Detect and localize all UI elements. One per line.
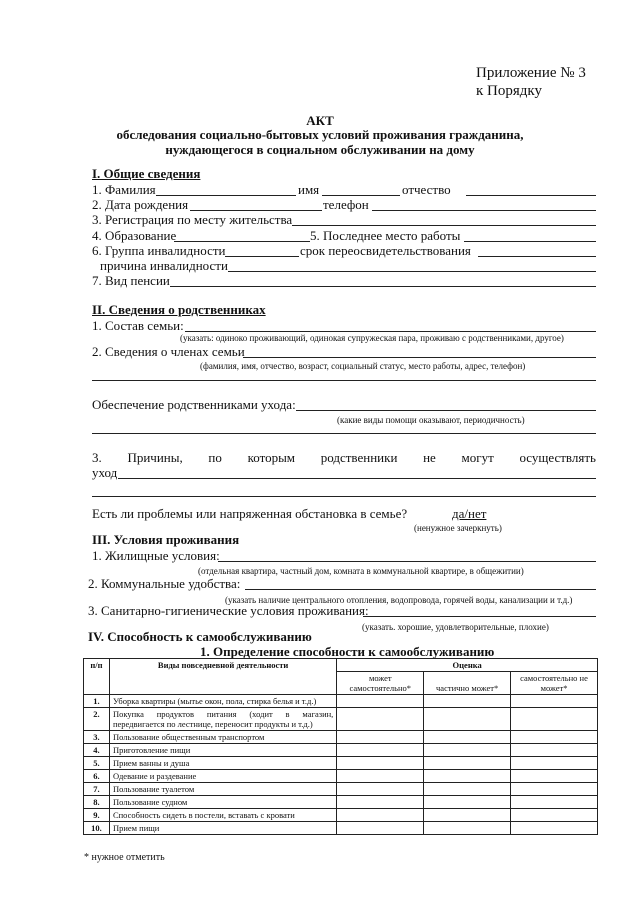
amenities-hint: (указать наличие центрального отопления, водопровода, горячей воды, канализации и т.д.) (225, 595, 573, 605)
self-care-table (83, 658, 598, 835)
disability-field[interactable] (225, 256, 299, 257)
cell-cannot[interactable] (511, 770, 598, 783)
housing-field[interactable] (218, 561, 596, 562)
yes-no-option[interactable]: да/нет (452, 506, 487, 521)
cell-can[interactable] (337, 744, 424, 757)
patronymic-label: отчество (402, 182, 451, 197)
order-label: к Порядку (476, 83, 542, 99)
recert-field[interactable] (478, 256, 596, 257)
row-num: 9. (84, 809, 110, 822)
cell-can[interactable] (337, 708, 424, 731)
surname-label: 1. Фамилия (92, 182, 156, 197)
row-num: 5. (84, 757, 110, 770)
cell-can[interactable] (337, 783, 424, 796)
sub-can-header: может самостоятельно* (337, 672, 424, 695)
table-row (84, 695, 598, 708)
disability-reason-label: причина инвалидности (100, 258, 228, 273)
table-row (84, 708, 598, 731)
col-rating-header: Оценка (337, 659, 598, 672)
members-field-2[interactable] (92, 380, 596, 381)
housing-label: 1. Жилищные условия: (92, 548, 220, 563)
reasons-word: не (423, 450, 436, 465)
row-activity: Пользование туалетом (109, 783, 336, 796)
last-job-label: 5. Последнее место работы (310, 228, 461, 243)
col-activity-header: Виды повседневной деятельности (109, 659, 336, 695)
patronymic-field[interactable] (466, 195, 596, 196)
care-field-2[interactable] (92, 433, 596, 434)
sanitary-label: 3. Санитарно-гигиенические условия проживания: (88, 603, 369, 618)
section-1-heading: I. Общие сведения (92, 166, 201, 181)
reasons-field[interactable] (118, 478, 596, 479)
recert-label: срок переосвидетельствования (300, 243, 471, 258)
reasons-end: уход (92, 465, 118, 480)
table-row (84, 809, 598, 822)
table-row (84, 757, 598, 770)
row-num: 10. (84, 822, 110, 835)
row-activity: Приготовление пищи (109, 744, 336, 757)
family-label: 1. Состав семьи: (92, 318, 184, 333)
phone-label: телефон (323, 197, 369, 212)
row-activity: Пользование общественным транспортом (109, 731, 336, 744)
row-num: 7. (84, 783, 110, 796)
appendix-label: Приложение № 3 (476, 65, 586, 81)
row-activity: Пользование судном (109, 796, 336, 809)
table-row (84, 822, 598, 835)
reasons-line (92, 450, 596, 465)
row-num: 4. (84, 744, 110, 757)
row-activity: Покупка продуктов питания (ходит в магазин, передвигается по лестнице, переносит продукты и т.д.) (109, 708, 336, 731)
family-hint: (указать: одиноко проживающий, одинокая супружеская пара, проживаю с родственниками, другое) (180, 333, 564, 343)
table-row (84, 783, 598, 796)
pension-label: 7. Вид пенсии (92, 273, 170, 288)
cell-can[interactable] (337, 770, 424, 783)
row-num: 1. (84, 695, 110, 708)
members-label: 2. Сведения о членах семьи (92, 344, 245, 359)
table-row (84, 731, 598, 744)
cell-can[interactable] (337, 796, 424, 809)
col-num-header: п/п (84, 659, 110, 695)
table-header-row (84, 659, 598, 672)
section-4-heading: IV. Способность к самообслуживанию (88, 629, 312, 644)
pension-field[interactable] (170, 286, 596, 287)
amenities-field[interactable] (245, 589, 596, 590)
cell-can[interactable] (337, 731, 424, 744)
row-activity: Прием пищи (109, 822, 336, 835)
cross-out-hint: (ненужное зачеркнуть) (414, 523, 502, 533)
cell-can[interactable] (337, 695, 424, 708)
surname-field[interactable] (156, 195, 296, 196)
row-activity: Уборка квартиры (мытье окон, пола, стирка белья и т.д.) (109, 695, 336, 708)
reasons-word: 3. (92, 450, 102, 465)
registration-label: 3. Регистрация по месту жительства (92, 212, 293, 227)
section-4-subheading: 1. Определение способности к самообслуживанию (200, 644, 495, 659)
phone-field[interactable] (372, 210, 596, 211)
cell-cannot[interactable] (511, 744, 598, 757)
care-field[interactable] (296, 410, 596, 411)
birthdate-field[interactable] (190, 210, 322, 211)
reasons-field-2[interactable] (92, 496, 596, 497)
act-subtitle-2: нуждающегося в социальном обслуживании на дому (165, 142, 475, 157)
amenities-label: 2. Коммунальные удобства: (88, 576, 241, 591)
section-3-heading: III. Условия проживания (92, 532, 240, 547)
reasons-word: Причины, (127, 450, 183, 465)
care-hint: (какие виды помощи оказывают, периодичность) (337, 415, 525, 425)
cell-cannot[interactable] (511, 708, 598, 731)
cell-partial[interactable] (424, 770, 511, 783)
cell-cannot[interactable] (511, 757, 598, 770)
row-activity: Прием ванны и душа (109, 757, 336, 770)
cell-cannot[interactable] (511, 809, 598, 822)
registration-field[interactable] (292, 225, 596, 226)
sanitary-field[interactable] (363, 616, 596, 617)
cell-cannot[interactable] (511, 783, 598, 796)
reasons-word: могут (461, 450, 494, 465)
cell-can[interactable] (337, 757, 424, 770)
row-num: 2. (84, 708, 110, 731)
row-activity: Способность сидеть в постели, вставать с кровати (109, 809, 336, 822)
housing-hint: (отдельная квартира, частный дом, комната в коммунальной квартире, в общежитии) (198, 566, 524, 576)
problems-question: Есть ли проблемы или напряженная обстановка в семье? (92, 506, 408, 521)
reasons-word: по (208, 450, 222, 465)
reasons-word: осуществлять (519, 450, 596, 465)
cell-partial[interactable] (424, 744, 511, 757)
cell-cannot[interactable] (511, 695, 598, 708)
cell-partial[interactable] (424, 822, 511, 835)
cell-partial[interactable] (424, 796, 511, 809)
last-job-field[interactable] (464, 241, 596, 242)
reasons-word: родственники (320, 450, 398, 465)
row-num: 3. (84, 731, 110, 744)
row-num: 6. (84, 770, 110, 783)
cell-cannot[interactable] (511, 731, 598, 744)
cell-cannot[interactable] (511, 822, 598, 835)
family-field[interactable] (185, 331, 596, 332)
sub-partial-header: частично может* (424, 672, 511, 695)
cell-can[interactable] (337, 809, 424, 822)
disability-reason-field[interactable] (228, 271, 596, 272)
cell-partial[interactable] (424, 731, 511, 744)
education-label: 4. Образование (92, 228, 177, 243)
table-row (84, 770, 598, 783)
care-label: Обеспечение родственниками ухода: (92, 397, 296, 412)
table-row (84, 796, 598, 809)
cell-can[interactable] (337, 822, 424, 835)
sanitary-hint: (указать. хорошие, удовлетворительные, плохие) (362, 622, 549, 632)
row-activity: Одевание и раздевание (109, 770, 336, 783)
sub-cannot-header: самостоятельно не может* (511, 672, 598, 695)
reasons-word: которым (247, 450, 296, 465)
cell-partial[interactable] (424, 809, 511, 822)
act-title: АКТ (306, 113, 334, 128)
birthdate-label: 2. Дата рождения (92, 197, 189, 212)
act-subtitle-1: обследования социально-бытовых условий проживания гражданина, (116, 127, 524, 142)
name-field[interactable] (322, 195, 400, 196)
cell-partial[interactable] (424, 757, 511, 770)
cell-partial[interactable] (424, 695, 511, 708)
disability-label: 6. Группа инвалидности (92, 243, 226, 258)
name-label: имя (298, 182, 320, 197)
cell-partial[interactable] (424, 783, 511, 796)
row-num: 8. (84, 796, 110, 809)
education-field[interactable] (174, 241, 310, 242)
members-field[interactable] (243, 357, 596, 358)
members-hint: (фамилия, имя, отчество, возраст, социальный статус, место работы, адрес, телефон) (200, 361, 526, 371)
cell-cannot[interactable] (511, 796, 598, 809)
table-row (84, 744, 598, 757)
cell-partial[interactable] (424, 708, 511, 731)
section-2-heading: II. Сведения о родственниках (92, 302, 266, 317)
footnote: * нужное отметить (84, 852, 165, 863)
